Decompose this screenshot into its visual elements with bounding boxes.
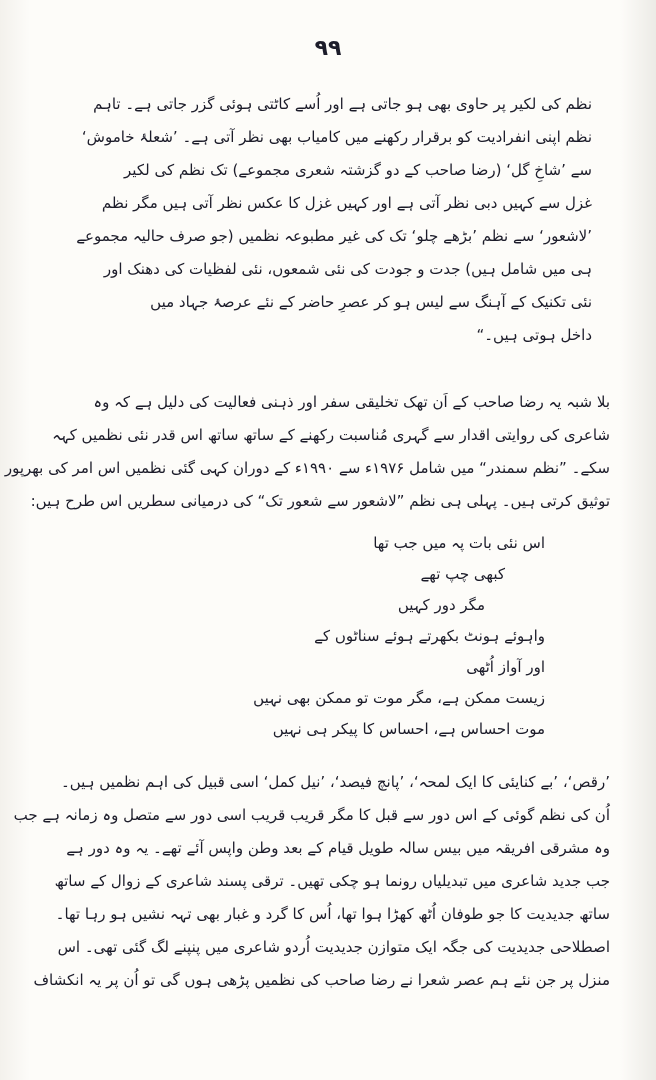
- poem-excerpt: [230, 528, 545, 745]
- text-line: منزل پر جن نئے ہم عصر شعرا نے رضا صاحب کی نظمیں پڑھی ہوں گی تو اُن پر یہ انکشاف: [33, 971, 610, 989]
- poem-line: موت احساس ہے، احساس کا پیکر ہی نہیں: [272, 720, 545, 738]
- poem-line: کبھی چپ تھے: [420, 565, 505, 583]
- text-line: نئی تکنیک کے آہنگ سے لیس ہو کر عصرِ حاضر کے نئے عرصۂ جہاد میں: [150, 293, 592, 311]
- poem-line: زیست ممکن ہے، مگر موت تو ممکن بھی نہیں: [253, 689, 545, 707]
- text-line: نظم کی لکیر پر حاوی بھی ہو جاتی ہے اور اُسے کاٹتی ہوئی گزر جاتی ہے۔ تاہم: [93, 95, 592, 113]
- poem-line: اور آواز اُٹھی: [466, 658, 545, 676]
- poem-line: اس نئی بات پہ میں جب تھا: [373, 534, 545, 552]
- text-line: سکے۔ ”نظم سمندر“ میں شامل ۱۹۷۶ء سے ۱۹۹۰ء کے دوران کہی گئی نظمیں اس امر کی بھرپور: [4, 459, 610, 477]
- text-line: اصطلاحی جدیدیت کی جگہ ایک متوازن جدیدیت اُردو شاعری میں پنپنے لگ گئی تھی۔ اس: [57, 938, 610, 956]
- paragraph-history: [13, 766, 610, 997]
- poem-line: مگر دور کہیں: [397, 596, 485, 614]
- text-line: غزل سے کہیں دبی نظر آتی ہے اور کہیں غزل کا عکس نظر آتی ہیں مگر نظم: [101, 194, 592, 212]
- text-line: ہی میں شامل ہیں) جدت و جودت کی نئی شمعوں، نئی لفظیات کی دھنک اور: [103, 260, 592, 278]
- text-line: ساتھ جدیدیت کا جو طوفان اُٹھ کھڑا ہوا تھا، اُس کا گرد و غبار بھی تہہ نشیں ہو رہا تھا۔: [55, 905, 610, 923]
- text-line: سے ’شاخِ گل‘ (رضا صاحب کے دو گزشتہ شعری مجموعے) تک نظم کی لکیر: [124, 161, 592, 179]
- text-line: نظم اپنی انفرادیت کو برقرار رکھنے میں کامیاب بھی نظر آتی ہے۔ ’شعلۂ خاموش‘: [81, 128, 592, 146]
- paragraph-analysis: [4, 386, 610, 518]
- text-line: شاعری کی روایتی اقدار سے گہری مُناسبت رکھنے کے ساتھ ساتھ اس قدر نئی نظمیں کہہ: [52, 426, 610, 444]
- text-line: اُن کی نظم گوئی کے اس دور سے قبل کا مگر قریب قریب اسی دور سے متصل وہ زمانہ ہے جب: [13, 806, 610, 824]
- text-line: جب جدید شاعری میں تبدیلیاں رونما ہو چکی تھیں۔ ترقی پسند شاعری کے زوال کے ساتھ: [54, 872, 610, 890]
- text-line: ’لاشعور‘ سے نظم ’بڑھے چلو‘ تک کی غیر مطبوعہ نظمیں (جو صرف حالیہ مجموعے: [76, 227, 592, 245]
- paragraph-quote-continuation: [76, 88, 592, 352]
- text-line: بلا شبہ یہ رضا صاحب کے اَن تھک تخلیقی سفر اور ذہنی فعالیت کی دلیل ہے کہ وہ: [93, 393, 610, 411]
- poem-line: واہوئے ہونٹ بکھرتے ہوئے سناٹوں کے: [314, 627, 545, 645]
- text-line: توثیق کرتی ہیں۔ پہلی ہی نظم ”لاشعور سے شعور تک“ کی درمیانی سطریں اس طرح ہیں:: [30, 492, 610, 510]
- text-line: وہ مشرقی افریقہ میں بیس سالہ طویل قیام کے بعد وطن واپس آئے تھے۔ یہ وہ دور ہے: [66, 839, 610, 857]
- text-line: داخل ہوتی ہیں۔“: [476, 326, 592, 344]
- page-number: ۹۹: [314, 36, 342, 61]
- text-line: ’رقص‘، ’بے کنایئی کا ایک لمحہ‘، ’پانچ فیصد‘، ’نیل کمل‘ اسی قبیل کی اہم نظمیں ہیں۔: [60, 773, 610, 791]
